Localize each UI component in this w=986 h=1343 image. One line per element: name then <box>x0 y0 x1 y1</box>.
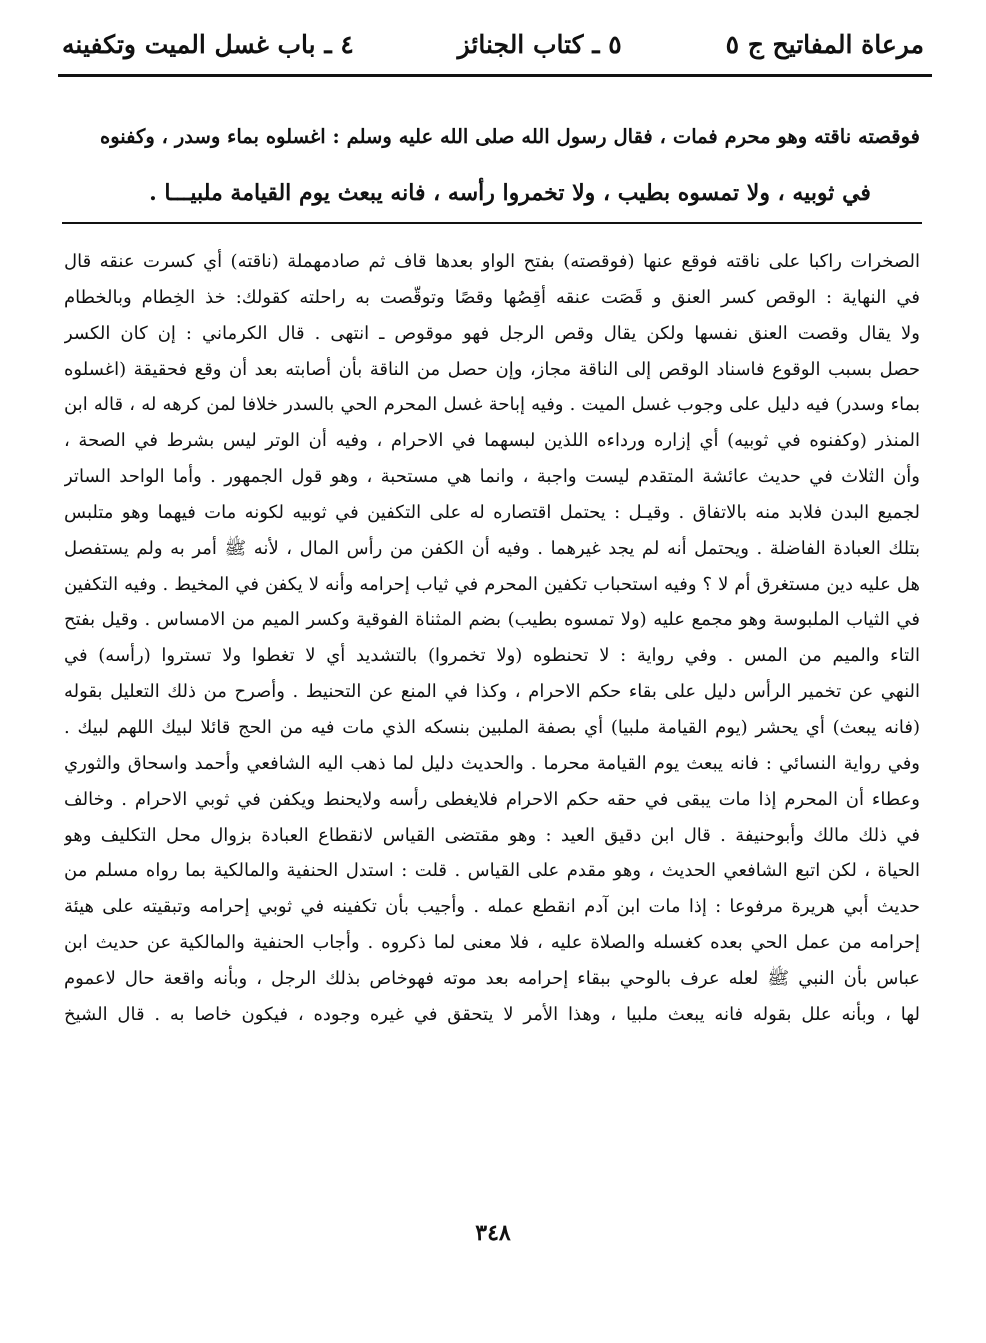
commentary-line: في النهاية : الوقص كسر العنق و قَصَت عنقه أقِصُها وقصًا وتوقّصت به راحلته كقولك: خذ الخِطام وبالخطام <box>64 286 920 308</box>
commentary-line: في الثياب الملبوسة وهو مجمع عليه (ولا تمسوه بطيب) بضم المثناة الفوقية وكسر الميم من الامساس . وقيل بفتح <box>64 609 920 631</box>
commentary-line: التاء والميم من المس . وفي رواية : لا تحنطوه (ولا تخمروا) بالتشديد أي لا تغطوا ولا تستروا (رأسه) في <box>64 645 920 667</box>
commentary-line: المنذر (وكفنوه في ثوبيه) أي إزاره ورداءه اللذين لبسهما في الاحرام ، وفيه أن الوتر ليس بشرط في الصحة ، <box>64 430 920 452</box>
commentary-line: بتلك العبادة الفاضلة . ويحتمل أنه لم يجد غيرهما . وفيه أن الكفن من رأس المال ، لأنه ﷺ أمر به ولم يستفصل <box>64 537 920 559</box>
hadith-text <box>100 108 920 222</box>
header-divider <box>58 74 932 77</box>
hadith-line: فوقصته ناقته وهو محرم فمات ، فقال رسول الله صلى الله عليه وسلم : اغسلوه بماء وسدر ، وكفنوه <box>100 125 920 148</box>
commentary-line: حصل بسبب الوقوع فاسناد الوقص إلى الناقة مجاز، وإن حصل من الناقة بأن أصابته بعد أن وقع فحقيقة (اغسلوه <box>64 358 920 380</box>
commentary-line: النهي عن تخمير الرأس دليل على بقاء حكم الاحرام ، وكذا في المنع عن التحنيط . وأصرح من ذلك التعليل بقوله <box>64 681 920 703</box>
commentary-line: وأن الثلاث في حديث عائشة المتقدم ليست واجبة ، وانما هي مستحبة ، وهو قول الجمهور . وأما الواحد الساتر <box>64 466 920 488</box>
commentary-line: لها ، وبأنه علل بقوله فانه يبعث ملبيا ، وهذا الأمر لا يتحقق في غيره وجوده ، فيكون خاصا به . قال الشيخ <box>64 1003 920 1025</box>
commentary-line: في ذلك مالك وأبوحنيفة . قال ابن دقيق العيد : وهو مقتضى القياس لانقطاع العبادة بزوال محل التكليف وهو <box>64 824 920 846</box>
page-number: ٣٤٨ <box>475 1220 511 1246</box>
commentary-line: إحرامه من عمل الحي بعده كغسله والصلاة عليه ، فلا معنى لما ذكروه . وأجاب الحنفية والمالكية عن حديث ابن <box>64 932 920 954</box>
commentary-line: وفي رواية النسائي : فانه يبعث يوم القيامة محرما . والحديث دليل لما ذهب اليه الشافعي وأحمد واسحاق والثوري <box>64 752 920 774</box>
commentary-line: عباس بأن النبي ﷺ لعله عرف بالوحي ببقاء إحرامه بعد موته فهوخاص بذلك الرجل ، وبأنه واقعة حال لاعموم <box>64 967 920 989</box>
book-title: مرعاة المفاتيح ج ٥ <box>725 29 924 59</box>
commentary-line: وعطاء أن المحرم إذا مات يبقى في حقه حكم الاحرام فلايغطى رأسه ولايحنط ويكفن في ثوبي الاحرام . وخالف <box>64 788 920 810</box>
chapter-title: ٥ ـ كتاب الجنائز <box>457 29 622 59</box>
running-header <box>62 22 924 66</box>
commentary-text <box>64 244 920 1033</box>
commentary-line: (فانه يبعث) أي يحشر (يوم القيامة ملبيا) أي بصفة الملبين بنسكه الذي مات فيه من الحج قائلا لبيك اللهم لبيك . <box>64 716 920 738</box>
commentary-line: الصخرات راكبا على ناقته فوقع عنها (فوقصته) بفتح الواو بعدها قاف ثم صادمهملة (ناقته) أي كسرت عنقه قال <box>64 251 920 272</box>
section-title: ٤ ـ باب غسل الميت وتكفينه <box>62 29 354 59</box>
commentary-line: لجميع البدن فلابد منه بالاتفاق . وقيـل : يحتمل اقتصاره له على التكفين في ثوبيه لكونه مات فيهما وهو متلبس <box>64 501 920 523</box>
commentary-line: الحياة ، لكن اتبع الشافعي الحديث ، وهو مقدم على القياس . قلت : استدل الحنفية والمالكية بما رواه مسلم من <box>64 860 920 882</box>
commentary-line: بماء وسدر) فيه دليل على وجوب غسل الميت . وفيه إباحة غسل المحرم الحي بالسدر خلافا لمن كرهه له ، قاله ابن <box>64 394 920 416</box>
text-divider <box>62 222 922 224</box>
commentary-line: حديث أبي هريرة مرفوعا : إذا مات ابن آدم انقطع عمله . وأجيب بأن تكفينه في ثوبي إحرامه وتبقيته على هيئة <box>64 896 920 918</box>
commentary-line: هل عليه دين مستغرق أم لا ؟ وفيه استحباب تكفين المحرم في ثياب إحرامه وأنه لا يكفن في المخيط . وفيه التكفين <box>64 573 920 595</box>
commentary-line: ولا يقال وقصت العنق نفسها ولكن يقال وقص الرجل فهو موقوص ـ انتهى . قال الكرماني : إن كان الكسر <box>64 322 920 344</box>
hadith-line: في ثوبيه ، ولا تمسوه بطيب ، ولا تخمروا رأسه ، فانه يبعث يوم القيامة ملبيـــا . <box>149 180 871 206</box>
